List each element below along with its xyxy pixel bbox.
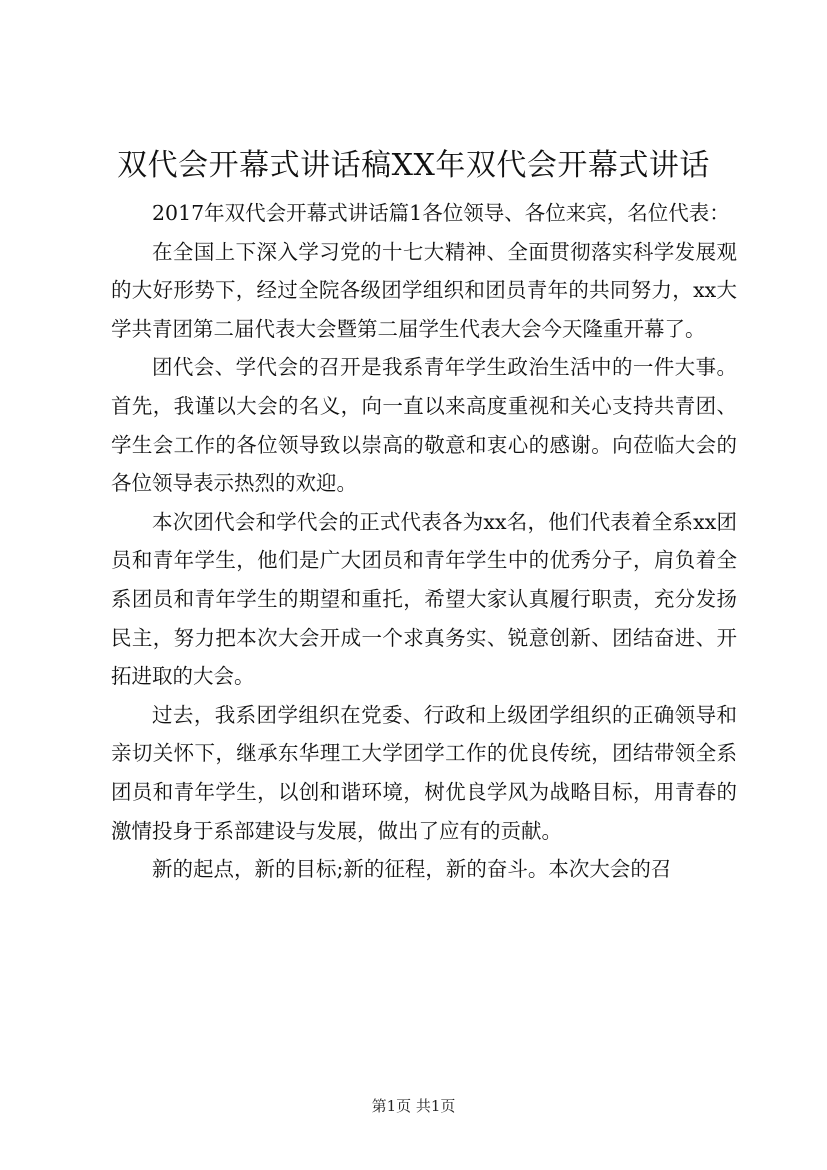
paragraph-3: 团代会、学代会的召开是我系青年学生政治生活中的一件大事。首先，我谨以大会的名义，向一直以来高度重视和关心支持共青团、学生会工作的各位领导致以崇高的敬意和衷心的感谢。向莅临大会的各位领导表示热烈的欢迎。: [111, 355, 737, 496]
document-title: 双代会开幕式讲话稿XX年双代会开幕式讲话: [117, 148, 710, 183]
paragraph-6: 新的起点，新的目标;新的征程，新的奋斗。本次大会的召: [152, 857, 672, 882]
page-number-footer: 第1页 共1页: [371, 1097, 456, 1115]
paragraph-4: 本次团代会和学代会的正式代表各为xx名，他们代表着全系xx团员和青年学生，他们是广大团员和青年学生中的优秀分子，肩负着全系团员和青年学生的期望和重托，希望大家认真履行职责，充分发扬民主，努力把本次大会开成一个求真务实、锐意创新、团结奋进、开拓进取的大会。: [111, 509, 737, 689]
paragraph-5: 过去，我系团学组织在党委、行政和上级团学组织的正确领导和亲切关怀下，继承东华理工大学团学工作的优良传统，团结带领全系团员和青年学生，以创和谐环境，树优良学风为战略目标，用青春的激情投身于系部建设与发展，做出了应有的贡献。: [111, 702, 737, 843]
document-body: [111, 194, 737, 889]
paragraph-1: 2017年双代会开幕式讲话篇1各位领导、各位来宾，名位代表：: [152, 201, 730, 225]
paragraph-2: 在全国上下深入学习党的十七大精神、全面贯彻落实科学发展观的大好形势下，经过全院各级团学组织和团员青年的共同努力，xx大学共青团第二届代表大会暨第二届学生代表大会今天隆重开幕了。: [111, 239, 737, 341]
